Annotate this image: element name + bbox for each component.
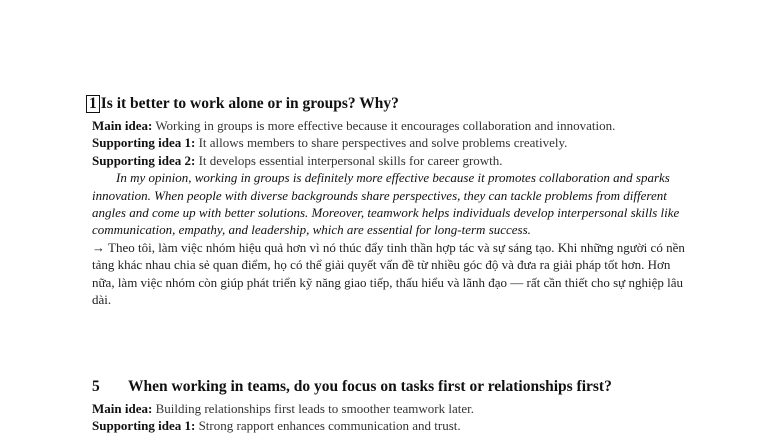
question-1-number: 1 [86, 95, 100, 113]
supporting-idea-2-text: It develops essential interpersonal skills for career growth. [198, 152, 503, 168]
main-idea-2 [92, 400, 692, 417]
question-2-ideas [92, 400, 692, 435]
main-idea [92, 117, 692, 134]
question-2-text: When working in teams, do you focus on tasks first or relationships first? [128, 378, 612, 395]
main-idea-2-text: Building relationships first leads to smoother teamwork later. [155, 401, 475, 416]
supporting-idea-1 [92, 134, 692, 151]
question-1-heading [86, 94, 399, 114]
supporting-idea-2-1-text: Strong rapport enhances communication and trust. [198, 418, 461, 434]
main-idea-2-label: Main idea: [92, 401, 153, 416]
supporting-idea-2-label: Supporting idea 2: [92, 152, 196, 168]
english-answer-text: In my opinion, working in groups is definitely more effective because it promotes collaboration and sparks innovation. When people with diverse backgrounds share perspectives, they can tackle problems from different angles and come up with better solutions. Moreover, teamwork helps individuals develop interpersonal skills like communication, empathy, and leadership, which are essential for long-term success. [92, 170, 680, 238]
supporting-idea-2 [92, 152, 692, 169]
english-answer [92, 169, 692, 239]
question-2-heading [92, 377, 612, 397]
supporting-idea-1-label: Supporting idea 1: [92, 135, 196, 151]
supporting-idea-2-1-label: Supporting idea 1: [92, 418, 196, 434]
question-1-ideas [92, 117, 692, 308]
main-idea-label: Main idea: [92, 118, 153, 133]
question-1-text: Is it better to work alone or in groups? Why? [100, 95, 399, 112]
vietnamese-translation: → Theo tôi, làm việc nhóm hiệu quả hơn vì nó thúc đẩy tinh thần hợp tác và sự sáng tạo. Khi những người có nền tảng khác nhau chia sẻ quan điểm, họ có thể giải quyết vấn đề từ nhiều góc độ và đưa ra giải pháp tốt hơn. Hơn nữa, làm việc nhóm còn giúp phát triển kỹ năng giao tiếp, thấu hiểu và lãnh đạo — rất cần thiết cho sự nghiệp lâu dài. [92, 239, 685, 308]
supporting-idea-2-1 [92, 417, 692, 434]
question-2-number: 5 [92, 378, 100, 395]
main-idea-text: Working in groups is more effective because it encourages collaboration and innovation. [155, 118, 616, 133]
supporting-idea-1-text: It allows members to share perspectives and solve problems creatively. [198, 135, 568, 151]
